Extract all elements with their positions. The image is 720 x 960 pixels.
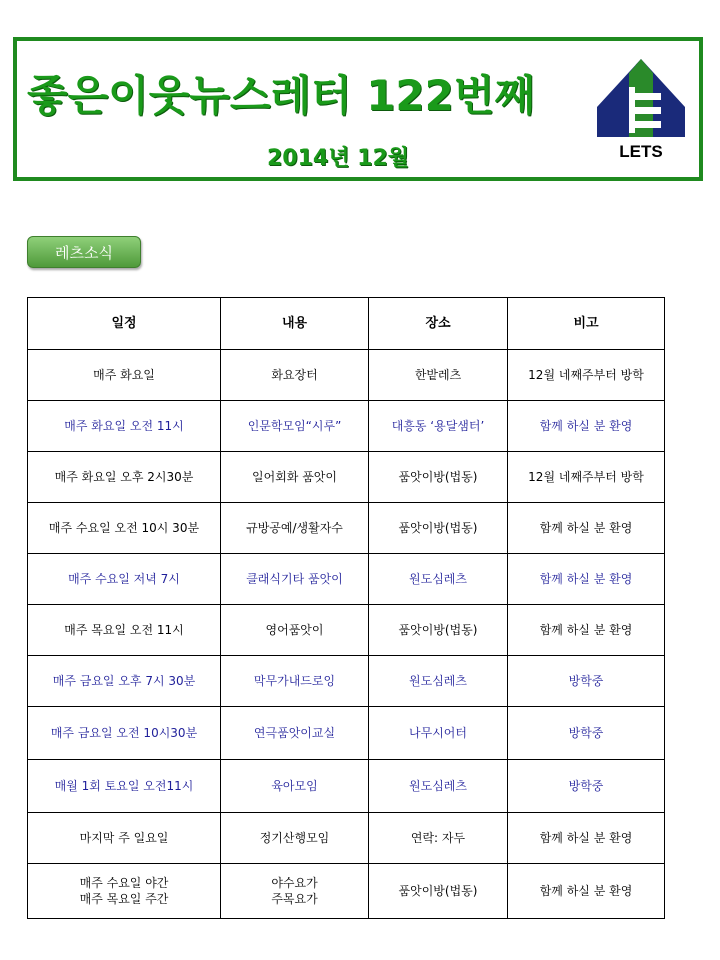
cell-content: 규방공예/생활자수	[221, 503, 369, 554]
cell-place: 연락: 자두	[369, 813, 508, 864]
cell-note: 함께 하실 분 환영	[508, 503, 665, 554]
cell-place: 품앗이방(법동)	[369, 864, 508, 919]
cell-note: 12월 네째주부터 방학	[508, 350, 665, 401]
cell-note: 함께 하실 분 환영	[508, 605, 665, 656]
cell-place: 원도심레츠	[369, 554, 508, 605]
header-place: 장소	[369, 298, 508, 350]
cell-content: 정기산행모임	[221, 813, 369, 864]
cell-note: 방학중	[508, 760, 665, 813]
cell-note: 함께 하실 분 환영	[508, 554, 665, 605]
logo-text: LETS	[619, 142, 663, 161]
cell-note: 방학중	[508, 656, 665, 707]
cell-schedule: 매주 화요일	[28, 350, 221, 401]
cell-note: 함께 하실 분 환영	[508, 813, 665, 864]
cell-place: 품앗이방(법동)	[369, 605, 508, 656]
table-row	[28, 707, 665, 760]
table-row	[28, 503, 665, 554]
cell-content: 클래식기타 품앗이	[221, 554, 369, 605]
cell-schedule: 매주 화요일 오전 11시	[28, 401, 221, 452]
newsletter-date: 2014년 12월	[267, 146, 410, 171]
cell-schedule: 매주 화요일 오후 2시30분	[28, 452, 221, 503]
table-row	[28, 350, 665, 401]
cell-note: 함께 하실 분 환영	[508, 401, 665, 452]
cell-schedule: 매주 금요일 오전 10시30분	[28, 707, 221, 760]
schedule-table	[27, 297, 665, 919]
lets-logo-icon	[593, 55, 689, 161]
table-row	[28, 760, 665, 813]
cell-content: 영어품앗이	[221, 605, 369, 656]
cell-content: 막무가내드로잉	[221, 656, 369, 707]
table-row	[28, 864, 665, 919]
cell-place: 원도심레츠	[369, 760, 508, 813]
table-row	[28, 452, 665, 503]
cell-schedule: 매주 수요일 야간 매주 목요일 주간	[28, 864, 221, 919]
cell-note: 함께 하실 분 환영	[508, 864, 665, 919]
section-lets-news-button[interactable]: 레츠소식	[27, 236, 141, 268]
cell-content: 일어회화 품앗이	[221, 452, 369, 503]
cell-note: 방학중	[508, 707, 665, 760]
cell-place: 한밭레츠	[369, 350, 508, 401]
table-header-row	[28, 298, 665, 350]
cell-schedule: 마지막 주 일요일	[28, 813, 221, 864]
cell-schedule: 매주 목요일 오전 11시	[28, 605, 221, 656]
cell-place: 원도심레츠	[369, 656, 508, 707]
cell-schedule: 매월 1회 토요일 오전11시	[28, 760, 221, 813]
cell-place: 대흥동 ‘용달샘터’	[369, 401, 508, 452]
cell-content: 화요장터	[221, 350, 369, 401]
table-row	[28, 656, 665, 707]
table-row	[28, 401, 665, 452]
cell-content: 육아모임	[221, 760, 369, 813]
cell-content: 인문학모임“시루”	[221, 401, 369, 452]
header-content: 내용	[221, 298, 369, 350]
cell-content: 야수요가 주목요가	[221, 864, 369, 919]
cell-place: 품앗이방(법동)	[369, 503, 508, 554]
table-row	[28, 813, 665, 864]
cell-schedule: 매주 수요일 저녁 7시	[28, 554, 221, 605]
cell-place: 품앗이방(법동)	[369, 452, 508, 503]
newsletter-banner	[13, 37, 703, 181]
table-row	[28, 554, 665, 605]
cell-content: 연극품앗이교실	[221, 707, 369, 760]
newsletter-title: 좋은이웃뉴스레터 122번째	[27, 71, 536, 120]
cell-schedule: 매주 수요일 오전 10시 30분	[28, 503, 221, 554]
header-note: 비고	[508, 298, 665, 350]
cell-place: 나무시어터	[369, 707, 508, 760]
table-row	[28, 605, 665, 656]
header-schedule: 일정	[28, 298, 221, 350]
cell-note: 12월 네째주부터 방학	[508, 452, 665, 503]
cell-schedule: 매주 금요일 오후 7시 30분	[28, 656, 221, 707]
